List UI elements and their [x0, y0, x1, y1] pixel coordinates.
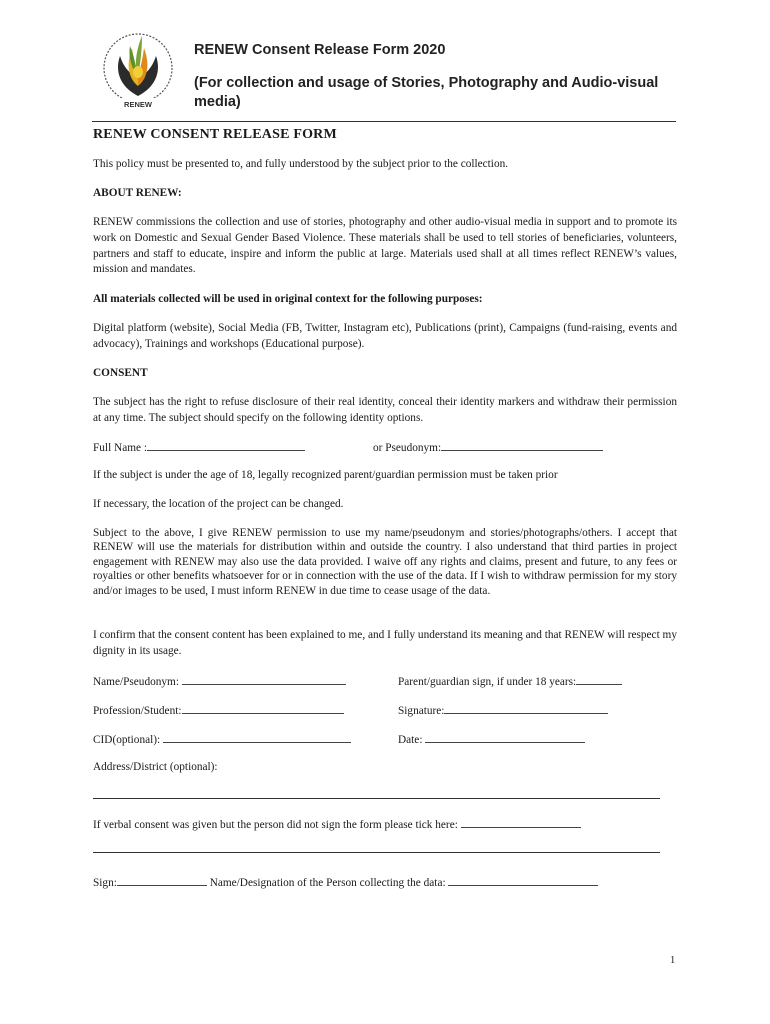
sign-label: Sign:: [93, 877, 117, 889]
name-pseudonym-label: Name/Pseudonym:: [93, 676, 179, 688]
full-name-label: Full Name :: [93, 442, 147, 454]
confirm-paragraph: I confirm that the consent content has been explained to me, and I fully understand its meaning and that RENEW will respect my dignity in its usage.: [93, 629, 677, 657]
identity-row: [93, 439, 677, 455]
header-divider: [92, 121, 676, 122]
date-field[interactable]: [398, 731, 585, 748]
name-pseudonym-blank[interactable]: [182, 673, 346, 685]
full-name-blank[interactable]: [147, 439, 305, 451]
signature-blank[interactable]: [444, 702, 608, 714]
name-pseudonym-field[interactable]: [93, 673, 346, 690]
location-note: If necessary, the location of the project can be changed.: [93, 498, 344, 510]
pseudonym-label: or Pseudonym:: [373, 442, 442, 454]
document-header: [92, 28, 676, 120]
parent-sign-field[interactable]: [398, 673, 622, 690]
signature-row-1: [93, 673, 677, 689]
minor-consent-note: If the subject is under the age of 18, legally recognized parent/guardian permission must be taken prior: [93, 469, 558, 481]
about-paragraph: RENEW commissions the collection and use of stories, photography and other audio-visual media in support and to promote its work on Domestic and Sexual Gender Based Violence. These materials shall be used to tell stories of beneficiaries, volunteers, partners and staff to educate, inspire and inform the public at large. Materials used shall at all times reflect RENEW’s values, mission and mandates.: [93, 216, 677, 276]
verbal-consent-field[interactable]: [93, 816, 581, 833]
parent-sign-blank[interactable]: [576, 673, 622, 685]
profession-blank[interactable]: [182, 702, 344, 714]
pseudonym-blank[interactable]: [441, 439, 603, 451]
collector-sign-field[interactable]: [93, 874, 598, 891]
verbal-consent-row: [93, 816, 677, 832]
permission-paragraph: Subject to the above, I give RENEW permission to use my name/pseudonym and stories/photographs/others. I accept that RENEW will use the materials for distribution within and outside the country. I also understand that third parties in project engagement with RENEW may also use the data provided. I waive off any rights and claims, present and future, to any fees or royalties or other benefits whatsoever for or in connection with the use of the data. If I wish to withdraw permission for my story and/or images to be used, I must inform RENEW in due time to cease usage of the data.: [93, 527, 677, 597]
page-number: 1: [670, 955, 676, 966]
consent-heading: CONSENT: [93, 367, 148, 379]
address-label: Address/District (optional):: [93, 761, 218, 773]
collector-label: Name/Designation of the Person collecting the data:: [209, 877, 446, 889]
date-blank[interactable]: [425, 731, 585, 743]
form-header-subtitle: (For collection and usage of Stories, Photography and Audio-visual media): [194, 75, 659, 110]
verbal-consent-blank[interactable]: [461, 816, 581, 828]
profession-field[interactable]: [93, 702, 344, 719]
signature-row-3: [93, 731, 677, 747]
cid-field[interactable]: [93, 731, 351, 748]
collector-row: [93, 874, 677, 890]
renew-emblem-icon: [92, 28, 184, 112]
full-name-field[interactable]: [93, 439, 305, 456]
cid-label: CID(optional):: [93, 734, 161, 746]
intro-paragraph: This policy must be presented to, and fully understood by the subject prior to the collection.: [93, 158, 509, 170]
consent-paragraph: The subject has the right to refuse disclosure of their real identity, conceal their identity markers and withdraw their permission at any time. The subject should specify on the following identity options.: [93, 396, 677, 424]
section-divider: [93, 852, 660, 853]
signature-label: Signature:: [398, 705, 445, 717]
form-header-title: RENEW Consent Release Form 2020: [194, 42, 446, 58]
address-line[interactable]: [93, 798, 660, 799]
date-label: Date:: [398, 734, 423, 746]
pseudonym-field[interactable]: [373, 439, 603, 456]
profession-label: Profession/Student:: [93, 705, 182, 717]
parent-sign-label: Parent/guardian sign, if under 18 years:: [398, 676, 577, 688]
about-heading: ABOUT RENEW:: [93, 187, 182, 199]
document-title: RENEW CONSENT RELEASE FORM: [93, 127, 337, 142]
purposes-paragraph: Digital platform (website), Social Media (FB, Twitter, Instagram etc), Publications (print), Campaigns (fund-raising, events and advocacy), Trainings and workshops (Educational purpose).: [93, 322, 677, 350]
sign-blank[interactable]: [117, 874, 207, 886]
renew-logo: [92, 28, 184, 112]
svg-text:RENEW: RENEW: [124, 100, 152, 109]
signature-row-2: [93, 702, 677, 718]
signature-field[interactable]: [398, 702, 608, 719]
cid-blank[interactable]: [163, 731, 351, 743]
verbal-consent-label: If verbal consent was given but the person did not sign the form please tick here:: [93, 819, 458, 831]
purposes-heading: All materials collected will be used in original context for the following purposes:: [93, 293, 483, 305]
collector-blank[interactable]: [448, 874, 598, 886]
